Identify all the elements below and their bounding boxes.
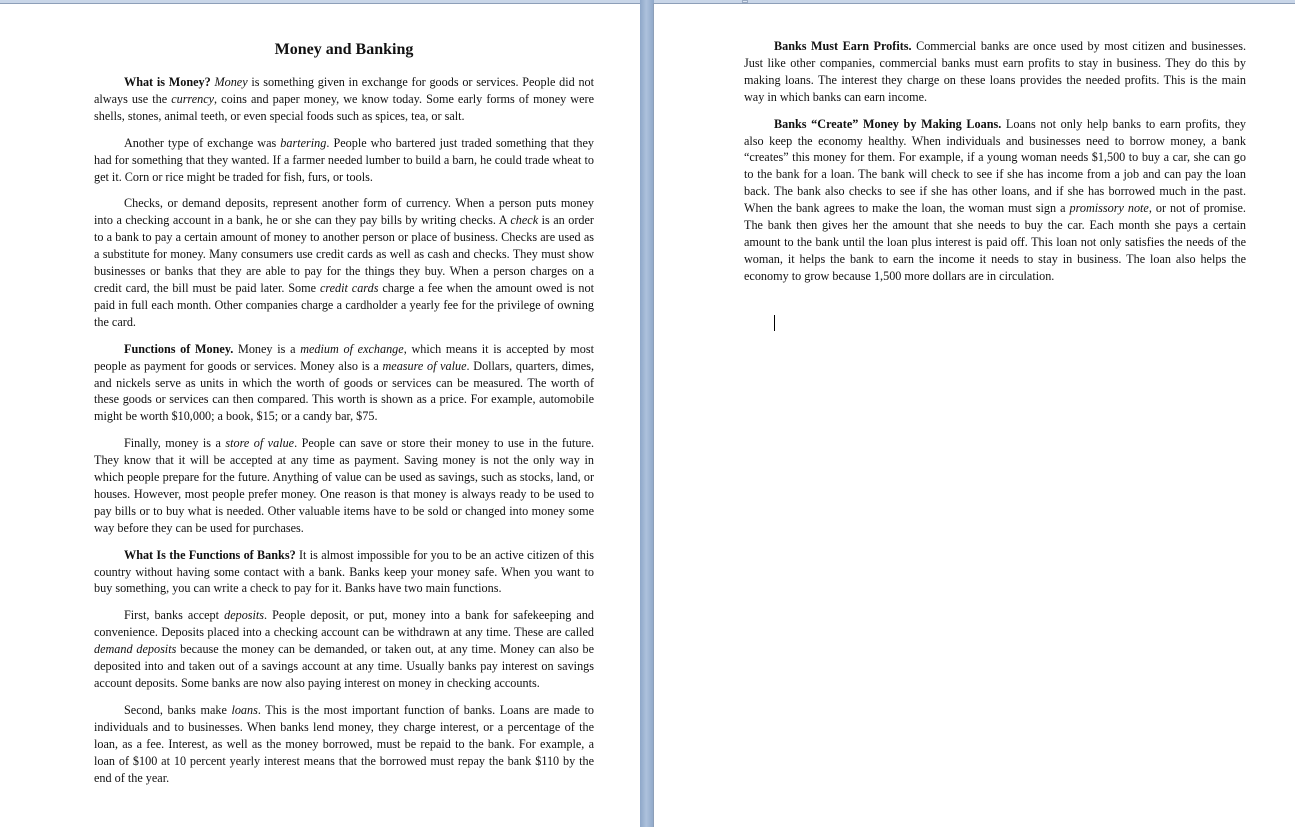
paragraph: Checks, or demand deposits, represent another form of currency. When a person puts money into a checking account in a bank, he or she can they pay bills by writing checks. A check is an order to a bank to pay a certain amount of money to another person or place of business. Checks are used as a substitute for money. Many consumers use credit cards as well as cash and checks. They must show businesses or banks that they are able to pay for the things they buy. When a person charges on a credit card, the bill must be paid later. Some credit cards charge a fee when the amount owed is not paid in full each month. Other companies charge a cardholder a yearly fee for the privilege of owning the card. (94, 196, 594, 329)
page-1-paragraphs (94, 74, 594, 786)
italic-term: check (510, 213, 539, 228)
italic-term: Money (214, 75, 248, 89)
italic-term: medium of exchange (300, 341, 404, 356)
page-1-content[interactable] (94, 40, 594, 796)
paragraph-heading: Functions of Money. (124, 341, 234, 356)
page-gap (640, 0, 654, 827)
document-title: Money and Banking (274, 41, 414, 58)
italic-term: deposits (224, 608, 265, 623)
italic-term: promissory note (1069, 201, 1149, 216)
italic-term: currency (171, 91, 215, 106)
paragraph: Banks Must Earn Profits. Commercial banks are once used by most citizen and businesses. Just like other companies, commercial banks must earn profits to stay in business. They do this by making loans. The interest they charge on these loans provides the needed profits. This is the main way in which banks can earn income. (744, 39, 1246, 104)
page-2-content[interactable] (744, 38, 1246, 295)
paragraph: Finally, money is a store of value. People can save or store their money to use in the future. They know that it will be accepted at any time as payment. Saving money is not the only way in which people prepare for the future. Anything of value can be used as savings, such as stocks, land, or houses. However, most people prefer money. One reason is that money is always ready to be used to pay bills or to buy what is needed. Other valuable items have to be sold or changed into money some way before they can be used for purchases. (94, 436, 595, 535)
paragraph: Functions of Money. Money is a medium of exchange, which means it is accepted by most people as payment for goods or services. Money also is a measure of value. Dollars, quarters, dimes, and nickels serve as units in which the worth of goods or services can be measured. The worth of these goods or services can then compared. This worth is shown as a price. For example, automobile might be worth $10,000; a book, $15; or a candy bar, $75. (94, 341, 594, 424)
italic-term: demand deposits (94, 642, 177, 657)
document-page-1[interactable] (0, 4, 640, 827)
document-page-2[interactable] (654, 4, 1295, 827)
paragraph: Second, banks make loans. This is the most important function of banks. Loans are made to individuals and to businesses. When banks lend money, they charge interest, or a percentage of the loan, as a fee. Interest, as well as the money borrowed, must be repaid to the bank. For example, a loan of $100 at 10 percent yearly interest means that the borrowed must repay the bank $110 by the end of the year. (94, 702, 594, 785)
ruler-marker[interactable] (742, 0, 748, 3)
italic-term: store of value (225, 436, 295, 451)
page-2-paragraphs (744, 38, 1246, 285)
italic-term: loans (231, 702, 258, 717)
paragraph-heading: Banks Must Earn Profits. (774, 39, 912, 53)
paragraph: Another type of exchange was bartering. People who bartered just traded something that they had for something that they wanted. If a farmer needed lumber to build a barn, he could trade wheat to get it. Corn or rice might be traded for fish, furs, or tools. (94, 135, 594, 184)
paragraph: What Is the Functions of Banks? It is almost impossible for you to be an active citizen of this country without having some contact with a bank. Banks keep your money safe. When you want to buy something, you can write a check to pay for it. Banks have two main functions. (94, 547, 594, 596)
paragraph: Banks “Create” Money by Making Loans. Loans not only help banks to earn profits, they also keep the economy healthy. When individuals and businesses need to borrow money, a bank “creates” this money for them. For example, if a young woman needs $1,500 to buy a car, she can go to the bank for a loan. The bank will check to see if she has income from a job and can pay the loan back. The bank also checks to see if she has other loans, and if she has borrowed much in the past. When the bank agrees to make the loan, the woman must sign a promissory note, or not of promise. The bank then gives her the amount that she needs to buy the car. Each month she pays a certain amount to the bank until the loan plus interest is paid off. This loan not only satisfies the needs of the woman, it helps the bank to earn the income it needs to stay in business. The loan also helps the economy to grow because 1,500 more dollars are in circulation. (744, 116, 1246, 283)
italic-term: measure of value (382, 358, 467, 373)
paragraph-heading: Banks “Create” Money by Making Loans. (774, 116, 1002, 131)
paragraph: What is Money? Money is something given in exchange for goods or services. People did not always use the currency, coins and paper money, we know today. Some early forms of money were shells, stones, animal teeth, or even special foods such as spices, tea, or salt. (94, 75, 595, 123)
paragraph-heading: What Is the Functions of Banks? (124, 547, 296, 562)
italic-term: credit cards (319, 280, 379, 295)
text-cursor (774, 315, 775, 331)
italic-term: bartering (280, 135, 327, 150)
paragraph-heading: What is Money? (124, 75, 211, 89)
paragraph: First, banks accept deposits. People deposit, or put, money into a bank for safekeeping and convenience. Deposits placed into a checking account can be withdrawn at any time. These are called demand deposits because the money can be demanded, or taken out, at any time. Money can also be deposited into and taken out of a savings account at any time. Usually banks pay interest on savings account deposits. Some banks are now also paying interest on money in checking accounts. (94, 608, 595, 690)
